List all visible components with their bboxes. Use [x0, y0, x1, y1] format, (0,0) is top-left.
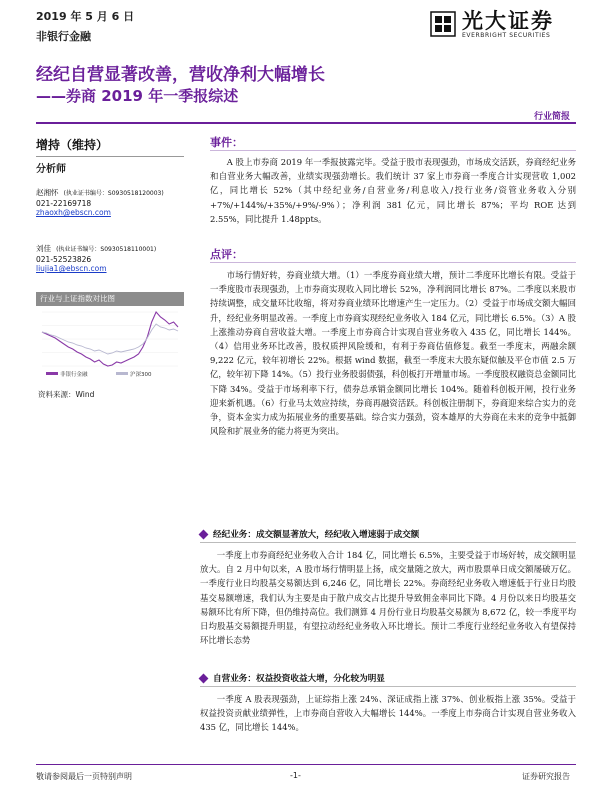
header-divider	[36, 122, 576, 124]
proprietary-heading	[200, 672, 385, 684]
logo-cn-text: 光大证券	[462, 7, 554, 33]
footer-label: 证券研究报告	[522, 772, 570, 781]
legend-label-industry: 非银行金融	[60, 372, 88, 378]
analyst-name: 赵湘怀	[36, 188, 59, 197]
subsection-rule	[200, 542, 576, 543]
legend-label-index: 沪深300	[130, 372, 152, 378]
footer-divider	[36, 764, 576, 765]
analyst-phone: 021-22169718	[36, 199, 92, 208]
section-heading-event: 事件：	[210, 136, 243, 149]
chart-source: 资料来源：Wind	[38, 390, 95, 399]
report-date: 2019 年 5 月 6 日	[36, 10, 135, 23]
chart-title: 行业与上证指数对比图	[36, 292, 184, 306]
page-number: -1-	[290, 771, 301, 780]
footer-disclaimer: 敬请参阅最后一页特别声明	[36, 772, 132, 781]
section-rule	[210, 150, 576, 151]
industry-category: 非银行金融	[36, 30, 91, 43]
chart-svg	[36, 306, 184, 382]
analyst-heading: 分析师	[36, 164, 66, 175]
company-logo	[430, 6, 578, 42]
subsection-rule	[200, 686, 576, 687]
analyst-name: 刘佳	[36, 244, 51, 253]
analyst-email-link[interactable]: zhaoxh@ebscn.com	[36, 208, 111, 217]
analyst-email-link[interactable]: liujia1@ebscn.com	[36, 264, 107, 273]
logo-en-text: EVERBRIGHT SECURITIES	[462, 31, 551, 39]
rating-label: 增持（维持）	[36, 138, 109, 152]
logo-mark-icon	[430, 11, 456, 37]
analyst-cert: (执业证书编号：S0930518110001)	[56, 246, 157, 253]
proprietary-paragraph: 一季度 A 股表现强劲，上证综指上涨 24%、深证成指上涨 37%、创业板指上涨 35%。受益于权益投资贡献业绩弹性，上市券商自营收入大幅增长 144%。一季度上市券商合计实现自营业务收入 435 亿，同比增长 144%。	[200, 694, 576, 733]
brokerage-heading	[200, 528, 419, 540]
comment-paragraph: 市场行情好转，券商业绩大增。（1）一季度券商业绩大增，预计二季度环比增长有限。受益于一季度股市表现强劲，上市券商实现收入同比增长 52%，净利润同比增长 87%。二季度以来股市持续调整，成交量环比收缩，将对券商业绩环比增速产生一定压力。（2）受益于市场成交额大幅回升，经纪业务明显改善。一季度上市券商实现经纪业务收入 184 亿元，同比增长 6.5%。（3）A 股上涨推动券商自营收益大增。一季度上市券商合计实现自营业务收入 435 亿，同比增长 144%。（4）信用业务环比改善，股权质押风险缓和，有利于券商估值修复。截至一季度末，两融余额 9,222 亿元，较年初增长 22%。根据 wind 数据，截至一季度末大股东疑似触及平仓市值 2.5 万亿，较年初下降 14%。（5）投行业务股弱债强，科创板打开增量市场。一季度股权融资总金额同比下降 34%。受益于市场利率下行，债券总承销金额同比增长 104%。随着科创板开闸，投行业务迎来新机遇。（6）行业马太效应持续，券商再融资活跃。科创板注册制下，券商迎来综合实力的竞争，资本金实力成为拓展业务的重要基础。综合实力强劲，资本雄厚的大券商在未来的竞争中抵御风险和扩展业务的能力将更为突出。	[210, 270, 576, 437]
analyst-block-1	[36, 180, 196, 217]
analyst-phone: 021-52523826	[36, 255, 92, 264]
legend-swatch-industry	[46, 372, 58, 375]
brokerage-paragraph: 一季度上市券商经纪业务收入合计 184 亿，同比增长 6.5%，主要受益于市场好转，成交额明显放大。自 2 月中旬以来，A 股市场行情明显上扬，成交量随之放大，两市股票单日成交额屡破万亿。一季度行业日均股基交易额达到 6,246 亿，同比增长 22%。券商经纪业务收入增速低于行业日均股基交易额增速，我们认为主要是由于散户成交占比提升导致佣金率同比下降。4 月份以来日均股基交易额环比有所下降，但仍维持高位。我们测算 4 月份行业日均股基交易额为 8,672 亿，较一季度平均日均股基交易额提升明显，有望拉动经纪业务收入环比增长。预计二季度行业经纪业务收入有望保持环比增长态势	[200, 550, 576, 646]
comparison-chart	[36, 292, 184, 382]
report-type-label: 行业简报	[533, 112, 570, 122]
section-heading-comment: 点评：	[210, 248, 243, 261]
analyst-cert: (执业证书编号：S0930518120003)	[63, 190, 164, 197]
report-subtitle: ——券商 2019 年一季报综述	[36, 87, 239, 105]
report-title: 经纪自营显著改善，营收净利大幅增长	[36, 65, 325, 85]
sidebar-divider	[36, 156, 184, 157]
analyst-block-2	[36, 236, 196, 273]
brokerage-heading-text: 经纪业务：成交额显著放大，经纪收入增速弱于成交额	[213, 530, 420, 540]
diamond-bullet-icon	[199, 673, 209, 683]
section-rule	[210, 262, 576, 263]
proprietary-heading-text: 自营业务：权益投资收益大增，分化较为明显	[213, 674, 385, 684]
event-paragraph: A 股上市券商 2019 年一季报披露完毕。受益于股市表现强劲，市场成交活跃，券商经纪业务和自营业务大幅改善，业绩实现强劲增长。我们统计 37 家上市券商一季度合计实现营收 1,002 亿，同比增长 52%（其中经纪业务/自营业务/利息收入/投行业务/资管业务收入分别+7%/+144%/+35%/+9%/-9%）；净利润 381 亿元，同比增长 87%；平均 ROE 达到 2.55%，同比提升 1.48ppts。	[210, 157, 576, 224]
diamond-bullet-icon	[199, 529, 209, 539]
legend-swatch-index	[116, 372, 128, 375]
